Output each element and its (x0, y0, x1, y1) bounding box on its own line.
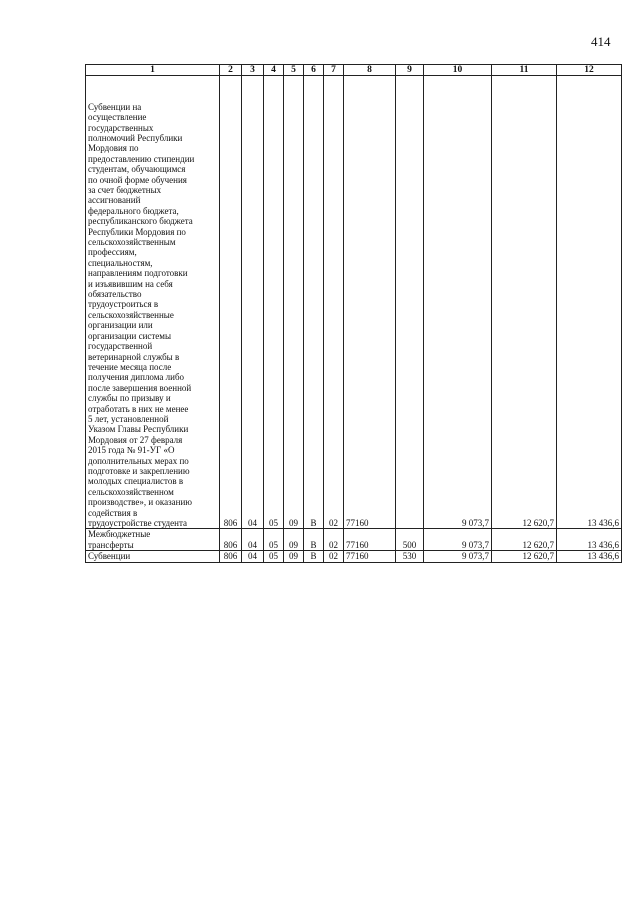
table-cell: 12 620,7 (492, 529, 557, 551)
table-cell: 09 (284, 529, 304, 551)
table-cell: 12 620,7 (492, 551, 557, 562)
table-cell: 13 436,6 (557, 529, 622, 551)
table-row (86, 76, 622, 529)
table-header-row (86, 65, 622, 76)
table-cell: 9 073,7 (424, 76, 492, 529)
table-cell: 806 (220, 76, 242, 529)
table-cell: 05 (264, 551, 284, 562)
table-cell (396, 76, 424, 529)
table-cell: 09 (284, 76, 304, 529)
table-cell: 530 (396, 551, 424, 562)
column-header: 3 (242, 65, 264, 76)
table-cell: 12 620,7 (492, 76, 557, 529)
table-cell: 04 (242, 529, 264, 551)
table-row (86, 551, 622, 562)
table-cell: 13 436,6 (557, 551, 622, 562)
column-header: 12 (557, 65, 622, 76)
row-name-cell: Субвенции на осуществление государственных полномочий Республики Мордовия по предоставлению стипендии студентам, обучающимся по очной форме обучения за счет бюджетных ассигнований федерального бюджета, республиканского бюджета Республики Мордовия по сельскохозяйственным профессиям, специальностям, направлениям подготовки и изъявившим на себя обязательство трудоустроиться в сельскохозяйственные организации или организации системы государственной ветеринарной службы в течение месяца после получения диплома либо после завершения военной службы по призыву и отработать в них не менее 5 лет, установленной Указом Главы Республики Мордовия от 27 февраля 2015 года № 91-УГ «О дополнительных мерах по подготовке и закреплению молодых специалистов в сельскохозяйственном производстве», и оказанию содействия в трудоустройстве студента (86, 76, 220, 529)
table-cell: 02 (324, 551, 344, 562)
table-cell: 77160 (344, 76, 396, 529)
column-header: 8 (344, 65, 396, 76)
column-header: 1 (86, 65, 220, 76)
table-cell: 9 073,7 (424, 551, 492, 562)
table-cell: В (304, 76, 324, 529)
column-header: 6 (304, 65, 324, 76)
column-header: 11 (492, 65, 557, 76)
table-cell: 04 (242, 551, 264, 562)
table-cell: 806 (220, 529, 242, 551)
table-cell: 02 (324, 76, 344, 529)
table-cell: 806 (220, 551, 242, 562)
row-name-cell: Межбюджетные трансферты (86, 529, 220, 551)
table-cell: В (304, 551, 324, 562)
column-header: 7 (324, 65, 344, 76)
budget-table (85, 64, 622, 563)
table-cell: 05 (264, 529, 284, 551)
table-cell: 05 (264, 76, 284, 529)
table-cell: 500 (396, 529, 424, 551)
table-cell: В (304, 529, 324, 551)
table-cell: 77160 (344, 529, 396, 551)
column-header: 10 (424, 65, 492, 76)
column-header: 5 (284, 65, 304, 76)
table-cell: 02 (324, 529, 344, 551)
table-cell: 04 (242, 76, 264, 529)
row-name-cell: Субвенции (86, 551, 220, 562)
table-cell: 77160 (344, 551, 396, 562)
table-row (86, 529, 622, 551)
page-number: 414 (591, 34, 611, 49)
column-header: 4 (264, 65, 284, 76)
column-header: 9 (396, 65, 424, 76)
table-cell: 09 (284, 551, 304, 562)
column-header: 2 (220, 65, 242, 76)
table-cell: 9 073,7 (424, 529, 492, 551)
table-cell: 13 436,6 (557, 76, 622, 529)
